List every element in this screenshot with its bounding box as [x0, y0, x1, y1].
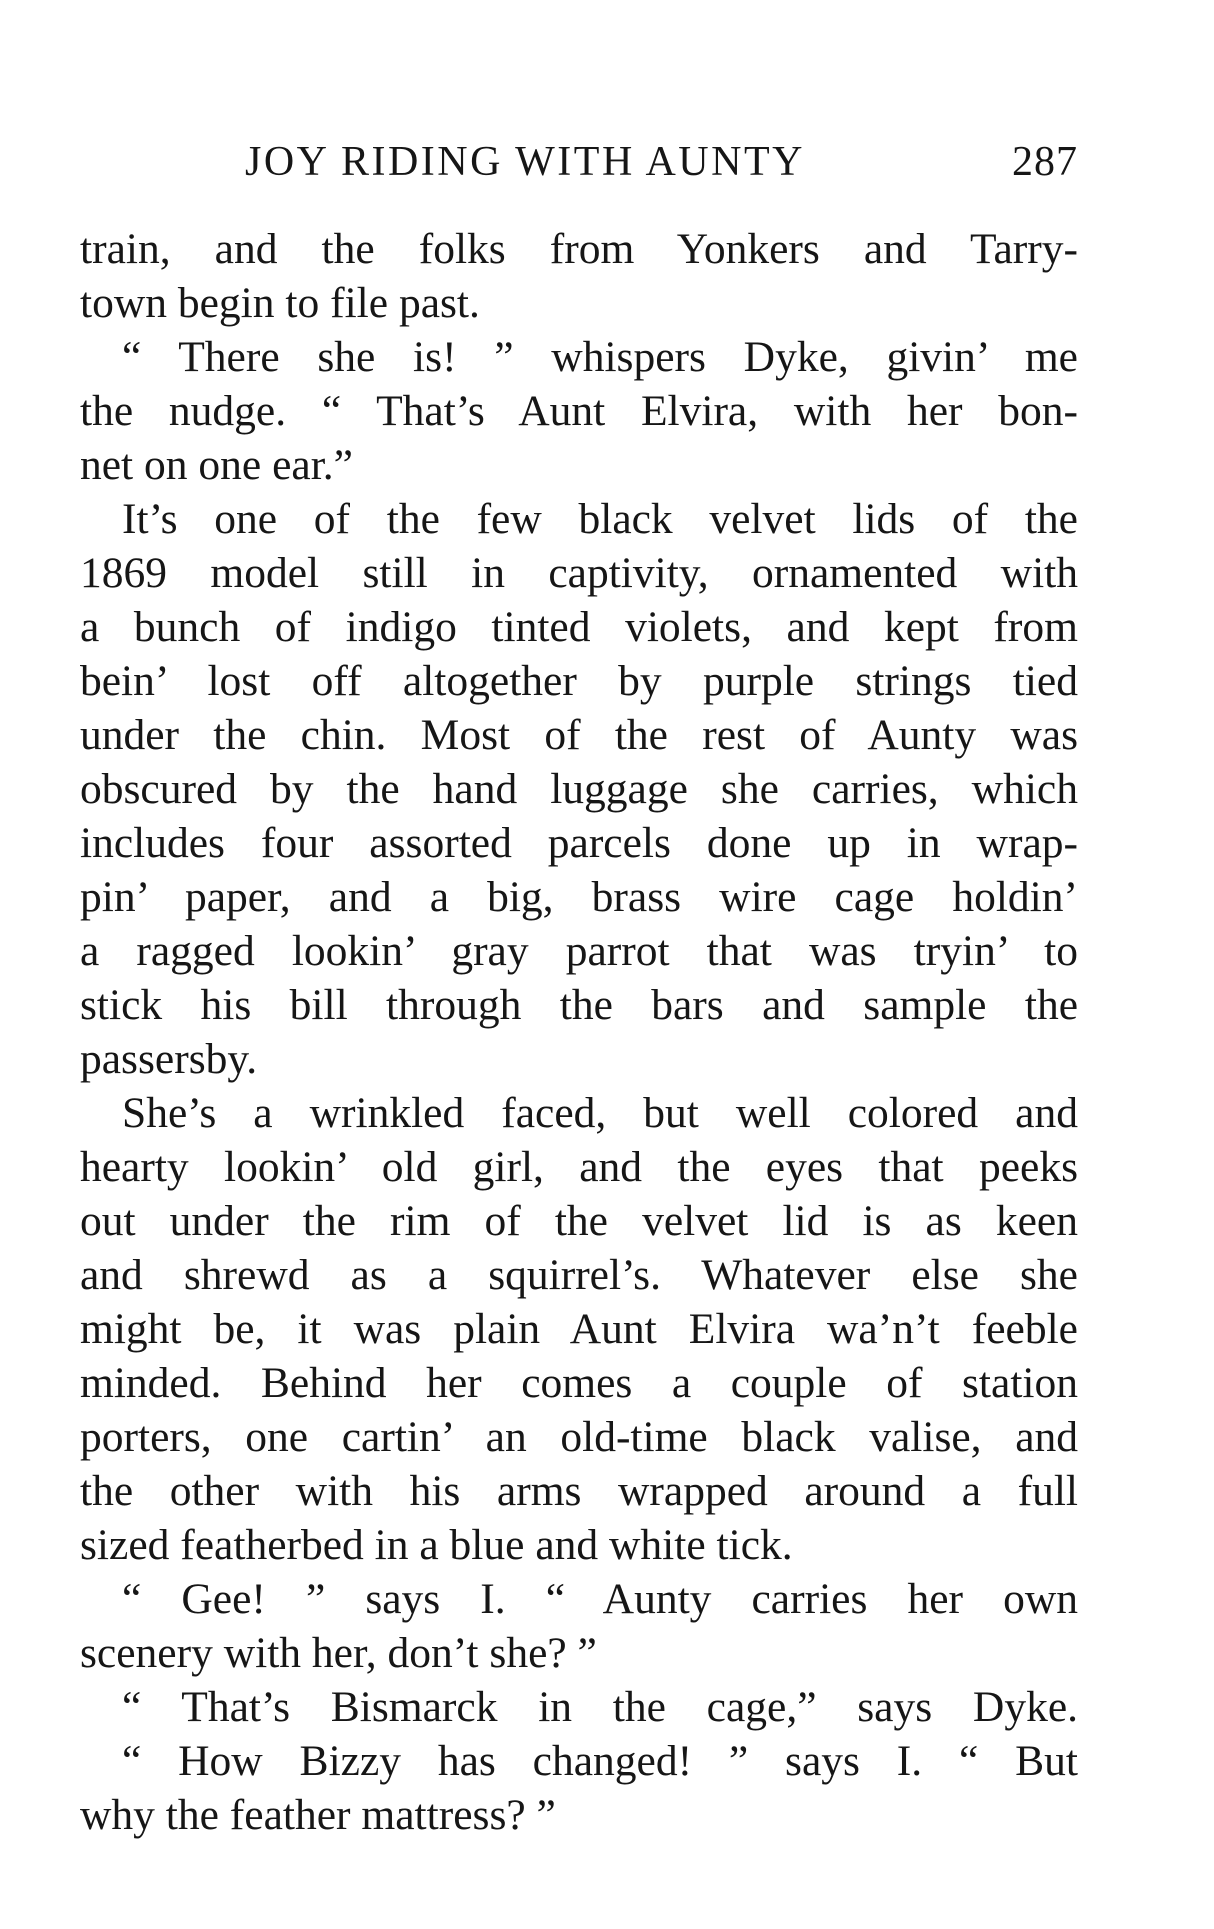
text-line: town begin to file past.	[80, 279, 480, 327]
text-line: pin’ paper, and a big, brass wire cage holdin’	[80, 873, 1078, 921]
text-line: why the feather mattress? ”	[80, 1791, 556, 1839]
text-line: hearty lookin’ old girl, and the eyes that peeks	[80, 1143, 1078, 1191]
text-line: “ Gee! ” says I. “ Aunty carries her own	[122, 1575, 1078, 1623]
text-line: a bunch of indigo tinted violets, and kept from	[80, 603, 1078, 651]
body-text	[80, 222, 1078, 1842]
text-line: and shrewd as a squirrel’s. Whatever else she	[80, 1251, 1078, 1299]
text-line: sized featherbed in a blue and white tick.	[80, 1521, 793, 1569]
text-line: net on one ear.”	[80, 441, 353, 489]
text-line: train, and the folks from Yonkers and Tarry-	[80, 225, 1078, 273]
text-line: under the chin. Most of the rest of Aunty was	[80, 711, 1078, 759]
text-line: It’s one of the few black velvet lids of the	[122, 495, 1078, 543]
text-line: the nudge. “ That’s Aunt Elvira, with her bon-	[80, 387, 1078, 435]
text-line: obscured by the hand luggage she carries, which	[80, 765, 1078, 813]
text-line: stick his bill through the bars and sample the	[80, 981, 1078, 1029]
text-line: passersby.	[80, 1035, 258, 1083]
text-line: out under the rim of the velvet lid is as keen	[80, 1197, 1078, 1245]
running-title: JOY RIDING WITH AUNTY	[245, 139, 805, 185]
page-number: 287	[1012, 139, 1078, 185]
text-line: might be, it was plain Aunt Elvira wa’n’t feeble	[80, 1305, 1078, 1353]
text-line: the other with his arms wrapped around a full	[80, 1467, 1078, 1515]
text-line: She’s a wrinkled faced, but well colored and	[122, 1089, 1078, 1137]
book-page	[80, 0, 1078, 1929]
text-line: scenery with her, don’t she? ”	[80, 1629, 597, 1677]
text-line: “ There she is! ” whispers Dyke, givin’ me	[122, 333, 1078, 381]
text-line: minded. Behind her comes a couple of station	[80, 1359, 1078, 1407]
text-line: “ That’s Bismarck in the cage,” says Dyke.	[122, 1683, 1078, 1731]
text-line: “ How Bizzy has changed! ” says I. “ But	[122, 1737, 1078, 1785]
text-line: includes four assorted parcels done up in wrap-	[80, 819, 1078, 867]
running-head	[80, 132, 1078, 192]
text-line: porters, one cartin’ an old-time black valise, and	[80, 1413, 1078, 1461]
text-line: a ragged lookin’ gray parrot that was tryin’ to	[80, 927, 1078, 975]
text-line: bein’ lost off altogether by purple strings tied	[80, 657, 1078, 705]
text-line: 1869 model still in captivity, ornamented with	[80, 549, 1078, 597]
